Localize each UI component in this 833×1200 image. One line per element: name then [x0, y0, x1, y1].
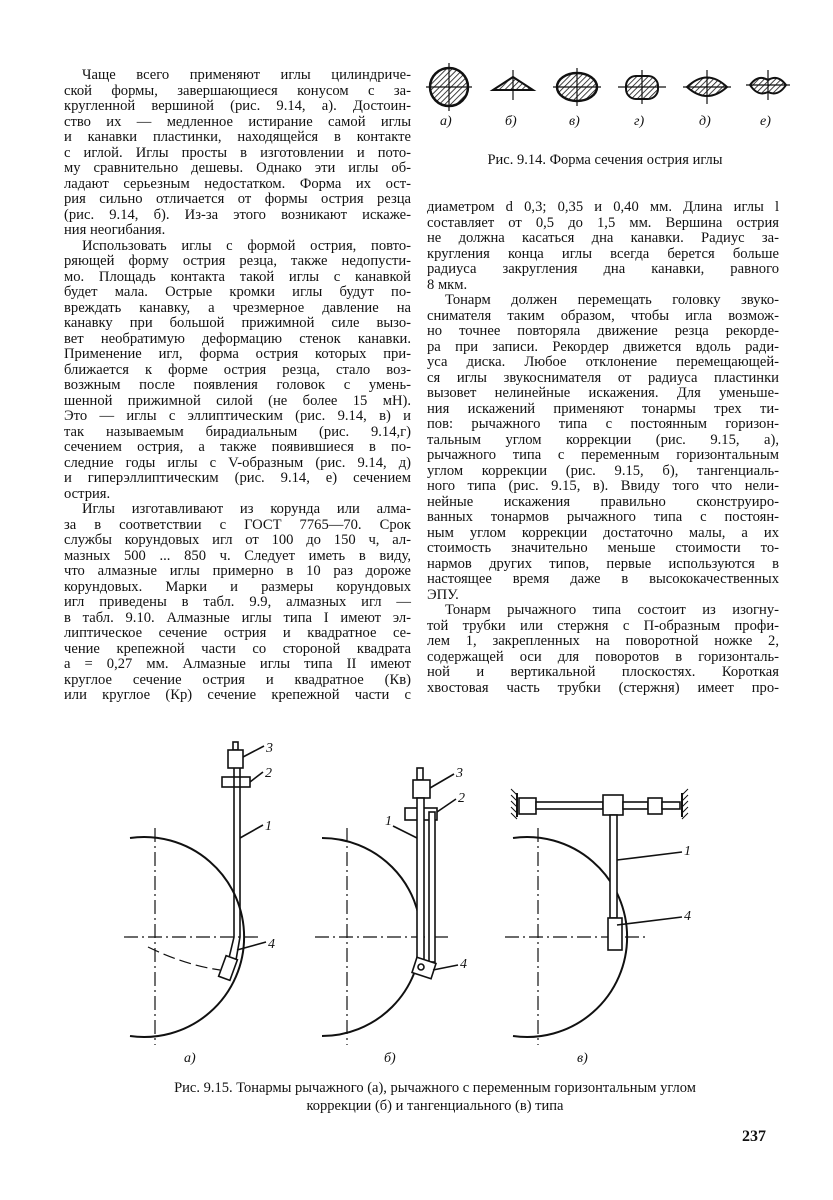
figure-9-14-caption: Рис. 9.14. Форма сечения острия иглы	[487, 152, 723, 168]
text-line: 8 мкм.	[427, 276, 468, 293]
text-line: круглое сечение острия и квадратное (Кв)	[64, 671, 411, 688]
text-line: Применение игл, форма острия которых при-	[64, 346, 411, 362]
text-line: канавку при большой прижимной силе вызо-	[64, 315, 411, 331]
text-line: чение крепежной части со стороной квадрата	[64, 640, 411, 657]
figure-9-14-labels	[440, 114, 771, 129]
text-line: составляет от 0,5 до 1,5 мм. Вершина острия	[427, 214, 779, 231]
text-line: Чаще всего применяют иглы цилиндриче-	[82, 67, 411, 83]
text-line: ской формы, завершающиеся конусом с за-	[64, 82, 411, 99]
text-line: что алмазные иглы примерно в 10 раз дороже	[64, 563, 411, 579]
panel-label-a: а)	[184, 1051, 196, 1066]
text-line: углом коррекции (рис. 9.15, б), тангенциаль-	[427, 462, 779, 479]
text-line: ра при записи. Рекордер движется вдоль ради-	[427, 338, 779, 355]
text-line: за в соответствии с ГОСТ 7765—70. Срок	[64, 516, 411, 533]
section-elliptic	[553, 68, 601, 106]
label-4-b: 4	[460, 957, 467, 972]
text-line: радиуса закругления дна канавки, равного	[427, 261, 779, 277]
text-line: так называемым бирадиальным (рис. 9.14,г)	[64, 423, 411, 440]
section-round	[426, 63, 472, 111]
fig914-label-b: б)	[505, 114, 517, 129]
text-line: ния искажений применяют тонармы трех ти-	[427, 400, 779, 417]
text-line: ной и вертикальной плоскостях. Короткая	[427, 664, 779, 680]
text-line: и гиперэллиптическим (рис. 9.14, е) сечением	[64, 470, 411, 486]
page-number: 237	[742, 1128, 766, 1145]
text-line: ния неогибания.	[64, 222, 166, 238]
text-line: ство их — медленное истирание самой иглы	[64, 113, 411, 130]
text-line: следние годы иглы с V-образным (рис. 9.14, д)	[64, 454, 411, 471]
text-line: той трубки или стержня с П-образным профи-	[427, 617, 779, 634]
text-line: сечением острия, а также появившиеся в по-	[64, 439, 411, 455]
tonearm-tangential	[505, 789, 688, 1045]
text-line: нармов других типов, первые используются в	[427, 555, 779, 572]
tonearm-pivoted	[124, 742, 266, 1045]
text-line: хвостовая часть трубки (стержня) имеет про-	[427, 679, 779, 696]
text-line: тальным углом коррекции (рис. 9.15, а),	[427, 431, 779, 448]
text-line: вет необратимую деформацию стенок канавки.	[64, 330, 411, 347]
text-line: но точнее повторяла движение резца рекорде-	[427, 323, 779, 339]
text-line: не должна касаться дна канавки. Радиус за-	[427, 230, 779, 246]
text-line: лем 1, закрепленных на поворотной ножке 2,	[427, 633, 779, 649]
text-line: му сравнительно дешевы. Однако эти иглы об-	[64, 160, 411, 176]
text-line: острия.	[64, 485, 111, 502]
section-triangle	[493, 70, 533, 100]
text-line: или круглое (Кр) сечение крепежной части с	[64, 687, 411, 703]
text-line: кругленной вершиной (рис. 9.14, а). Достоин-	[64, 98, 411, 114]
text-line: рия сильно отличается от формы острия резца	[64, 191, 411, 207]
label-3-b: 3	[456, 766, 463, 781]
label-4-a: 4	[268, 937, 275, 952]
text-line: службы корундовых игл от 100 до 150 ч, ал-	[64, 532, 411, 548]
text-line: и канавки пластинки, находящейся в контакте	[64, 129, 411, 145]
text-line: содержащей оси для поворотов в горизонталь-	[427, 648, 779, 665]
text-line: ся иглы звукоснимателя от радиуса пластинки	[427, 369, 779, 386]
text-line: вреждать канавку, а чрезмерное давление на	[64, 299, 411, 316]
text-line: ным углом коррекции достаточно малы, а их	[427, 524, 779, 541]
caption-line-2: коррекции (б) и тангенциального (в) типа	[306, 1098, 564, 1114]
text-line: липтическое сечение острия и квадратное се-	[64, 625, 411, 641]
label-4-v: 4	[684, 909, 691, 924]
text-line: ного типа (рис. 9.15, в). Ввиду того что нели-	[427, 478, 779, 494]
text-line: ванных тонармов рычажного типа с постоян-	[427, 509, 779, 525]
label-1-a: 1	[265, 819, 272, 834]
text-line: настоящее время даже в высококачественных	[427, 571, 779, 587]
fig914-label-g: г)	[634, 114, 645, 129]
text-line: возжным после появления головок с умень-	[64, 377, 411, 393]
text-line: диаметром d 0,3; 0,35 и 0,40 мм. Длина иглы l	[427, 199, 779, 215]
label-2-a: 2	[265, 766, 272, 781]
text-line: снимателя таким образом, чтобы игла возмож-	[427, 307, 779, 324]
text-line: уса диска. Любое отклонение перемещающей-	[427, 354, 779, 370]
text-line: мазных 500 ... 850 ч. Следует иметь в виду,	[64, 547, 411, 564]
fig914-label-a: а)	[440, 114, 452, 129]
text-line: игл приведены в табл. 9.9, алмазных игл —	[64, 594, 411, 610]
text-line: a = 0,27 мм. Алмазные иглы типа II имеют	[64, 656, 411, 672]
label-3-a: 3	[266, 741, 273, 756]
text-line: кругления конца иглы всегда берется больше	[427, 245, 779, 262]
section-biradial	[618, 70, 666, 104]
text-line: в табл. 9.10. Алмазные иглы типа I имеют эл-	[64, 609, 411, 626]
section-v-shaped	[683, 70, 731, 104]
text-line: рычажного типа с переменным горизонтальным	[427, 447, 779, 463]
figure-9-14	[426, 63, 790, 111]
text-line: шенной прижимной силой (не более 15 мН).	[64, 392, 411, 409]
caption-line-1: Рис. 9.15. Тонармы рычажного (а), рычажного с переменным горизонтальным углом	[174, 1080, 696, 1096]
text-line: ряющей форму острия резца, также недопусти-	[64, 253, 411, 269]
fig914-label-d: д)	[699, 114, 711, 129]
text-line: ладают серьезным недостатком. Форма их ост-	[64, 175, 411, 192]
text-line: Иглы изготавливают из корунда или алма-	[82, 501, 411, 517]
text-line: Использовать иглы с формой острия, повто-	[82, 237, 411, 254]
label-2-b: 2	[458, 791, 465, 806]
text-line: стоимость значительно меньше стоимости то-	[427, 540, 779, 556]
text-line: мо. Площадь контакта такой иглы с канавкой	[64, 268, 411, 285]
text-line: Тонарм рычажного типа состоит из изогну-	[445, 602, 779, 618]
text-line: будет мала. Острые кромки иглы будут по-	[64, 284, 411, 300]
text-line: пов: рычажного типа с постоянным горизон-	[427, 416, 779, 432]
text-line: корундовых. Марки и размеры корундовых	[64, 578, 411, 595]
figure-9-15	[124, 742, 688, 1045]
text-line: (рис. 9.14, б). Из-за этого возникают искаже-	[64, 206, 411, 223]
panel-label-v: в)	[577, 1051, 588, 1066]
section-hyperelliptic	[746, 70, 790, 100]
text-line: ЭПУ.	[427, 586, 459, 603]
text-line: Это — иглы с эллиптическим (рис. 9.14, в) и	[64, 408, 411, 424]
text-line: ближается к форме острия резца, стало воз-	[64, 361, 411, 378]
text-line: нейные искажения правильно сконструиро-	[427, 493, 779, 510]
fig914-label-e: е)	[760, 114, 771, 129]
label-1-b: 1	[385, 814, 392, 829]
text-line: с иглой. Иглы просты в изготовлении и пото-	[64, 144, 411, 161]
figure-9-15-caption	[60, 1079, 810, 1115]
text-line: вызовет нелинейные искажения. Для уменьше-	[427, 385, 779, 401]
fig914-label-v: в)	[569, 114, 580, 129]
text-line: Тонарм должен перемещать головку звуко-	[445, 292, 779, 308]
panel-label-b: б)	[384, 1051, 396, 1066]
tonearm-variable-angle	[315, 768, 458, 1045]
label-1-v: 1	[684, 844, 691, 859]
